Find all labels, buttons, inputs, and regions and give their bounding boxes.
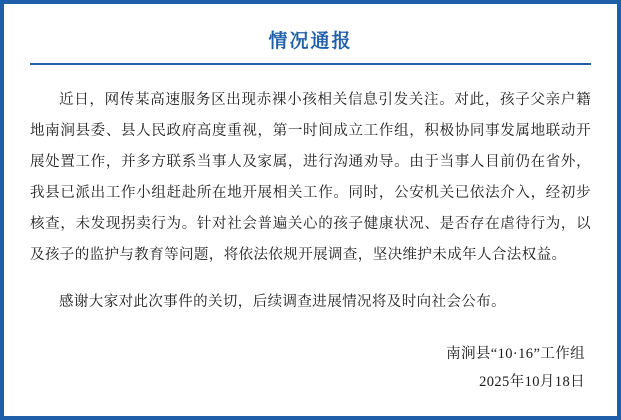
paragraph-2: 感谢大家对此次事件的关切，后续调查进展情况将及时向社会公布。 — [59, 294, 506, 310]
page-title: 情况通报 — [268, 31, 353, 52]
document-content — [4, 4, 617, 416]
signature-date: 2025年10月18日 — [479, 374, 585, 390]
border-right — [617, 0, 621, 420]
signature-block — [30, 340, 591, 396]
paragraph-1: 近日，网传某高速服务区出现赤裸小孩相关信息引发关注。对此，孩子父亲户籍地南涧县委、县人民政府高度重视，第一时间成立工作组，积极协同事发属地联动开展处置工作，并多方联系当事人及家属，进行沟通劝导。由于当事人目前仍在省外，我县已派出工作小组赶赴所在地开展相关工作。同时，公安机关已依法介入，经初步核查，未发现拐卖行为。针对社会普遍关心的孩子健康状况、是否存在虐待行为，以及孩子的监护与教育等问题，将依法依规开展调查，坚决维护未成年人合法权益。 — [30, 92, 591, 263]
title-divider — [30, 63, 591, 65]
paragraph-spacer — [30, 271, 591, 287]
border-bottom — [0, 416, 621, 420]
signature-org: 南涧县“10·16”工作组 — [446, 346, 585, 362]
